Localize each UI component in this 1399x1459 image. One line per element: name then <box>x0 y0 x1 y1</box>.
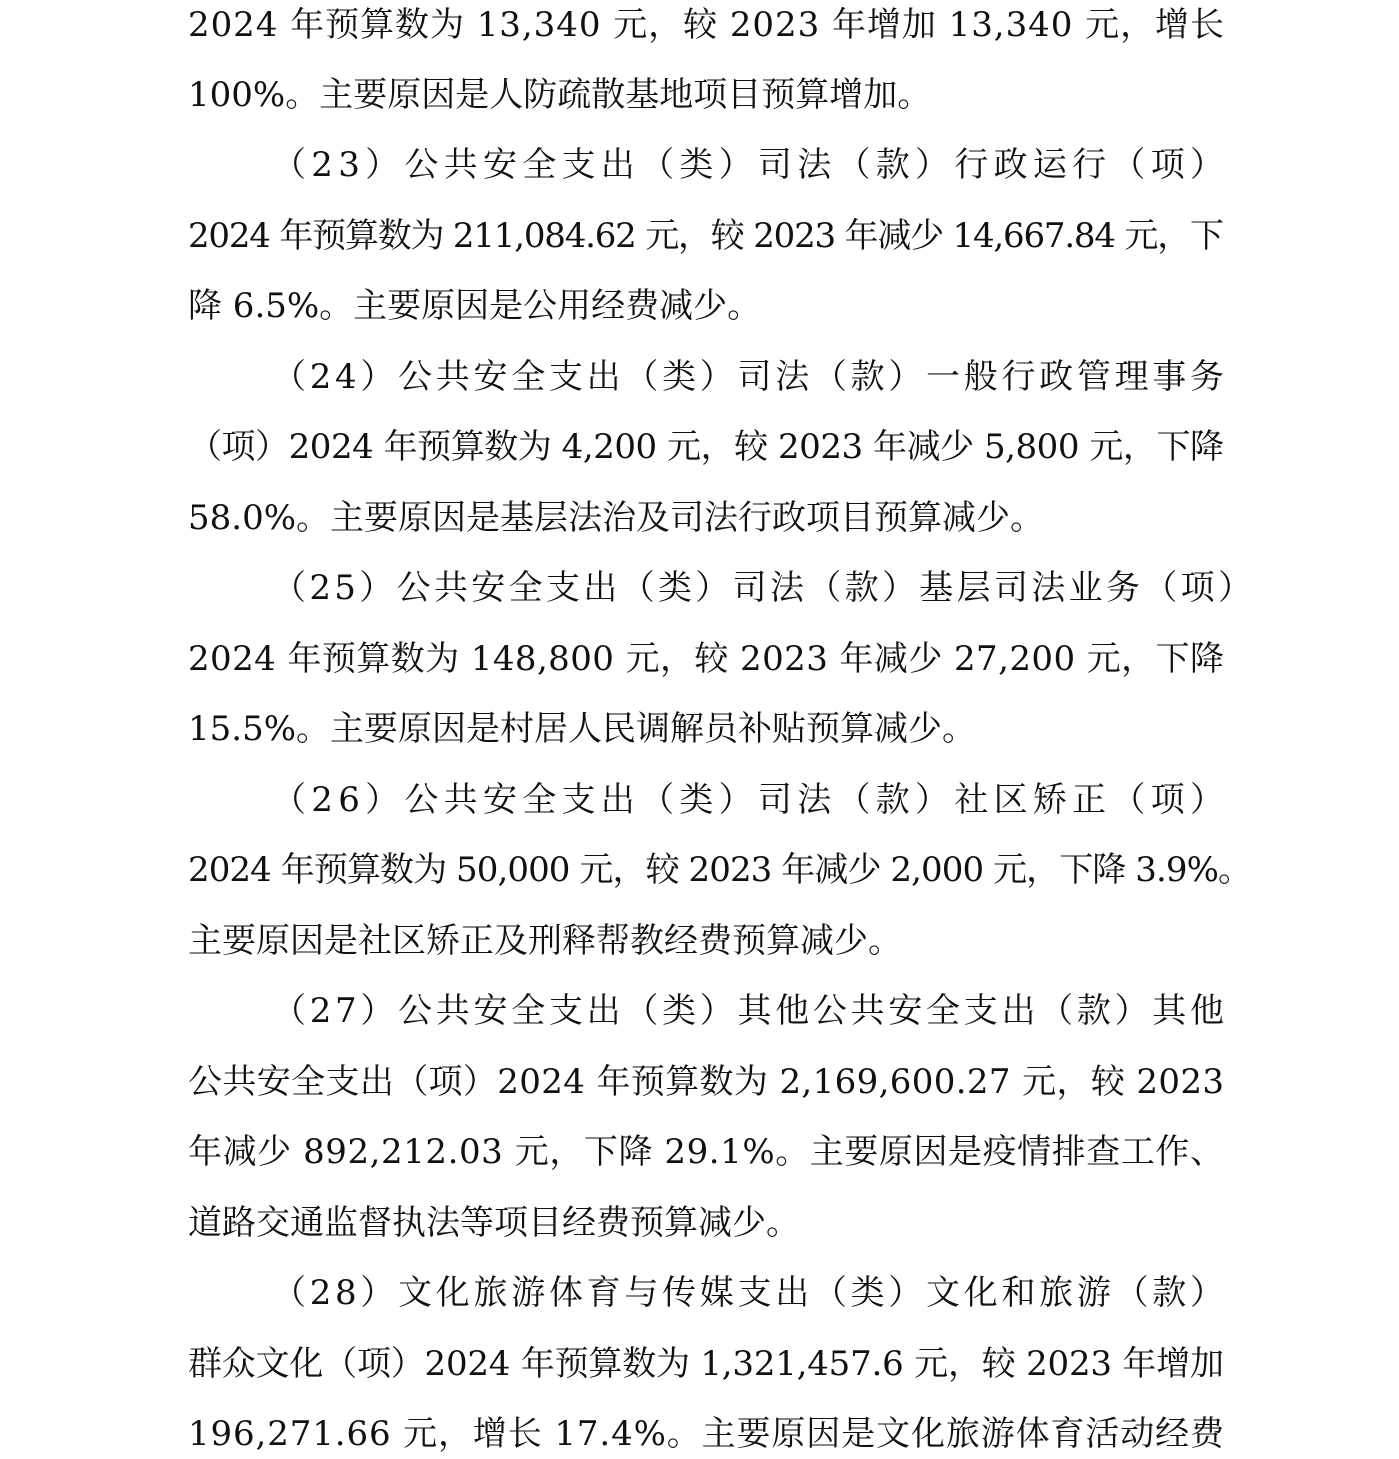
text-line-2: 100%。主要原因是人防疏散基地项目预算增加。 <box>188 75 932 115</box>
text-line-9: （25）公共安全支出（类）司法（款）基层司法业务（项） <box>272 568 1256 608</box>
text-line-17: 年减少 892,212.03 元，下降 29.1%。主要原因是疫情排查工作、 <box>188 1132 1225 1172</box>
text-line-1: 2024 年预算数为 13,340 元，较 2023 年增加 13,340 元，增长 <box>188 5 1225 45</box>
text-line-18: 道路交通监督执法等项目经费预算减少。 <box>188 1203 800 1243</box>
text-line-19: （28）文化旅游体育与传媒支出（类）文化和旅游（款） <box>272 1273 1228 1313</box>
text-line-5: 降 6.5%。主要原因是公用经费减少。 <box>188 286 762 326</box>
text-line-14: 主要原因是社区矫正及刑释帮教经费预算减少。 <box>188 921 902 961</box>
text-line-21: 196,271.66 元，增长 17.4%。主要原因是文化旅游体育活动经费 <box>188 1414 1225 1454</box>
text-line-3: （23）公共安全支出（类）司法（款）行政运行（项） <box>272 145 1230 185</box>
text-line-16: 公共安全支出（项）2024 年预算数为 2,169,600.27 元，较 2023 <box>188 1062 1225 1102</box>
text-line-12: （26）公共安全支出（类）司法（款）社区矫正（项） <box>272 780 1230 820</box>
text-line-20: 群众文化（项）2024 年预算数为 1,321,457.6 元，较 2023 年增加 <box>188 1344 1224 1384</box>
text-line-10: 2024 年预算数为 148,800 元，较 2023 年减少 27,200 元，下降 <box>188 639 1225 679</box>
text-line-11: 15.5%。主要原因是村居人民调解员补贴预算减少。 <box>188 709 977 749</box>
text-line-4: 2024 年预算数为 211,084.62 元，较 2023 年减少 14,667.84 元，下 <box>188 216 1223 256</box>
text-line-15: （27）公共安全支出（类）其他公共安全支出（款）其他 <box>272 991 1228 1031</box>
text-line-7: （项）2024 年预算数为 4,200 元，较 2023 年减少 5,800 元，下降 <box>188 427 1224 467</box>
text-line-6: （24）公共安全支出（类）司法（款）一般行政管理事务 <box>272 357 1228 397</box>
text-line-8: 58.0%。主要原因是基层法治及司法行政项目预算减少。 <box>188 498 1045 538</box>
text-line-13: 2024 年预算数为 50,000 元，较 2023 年减少 2,000 元，下降 3.9%。 <box>188 850 1252 890</box>
